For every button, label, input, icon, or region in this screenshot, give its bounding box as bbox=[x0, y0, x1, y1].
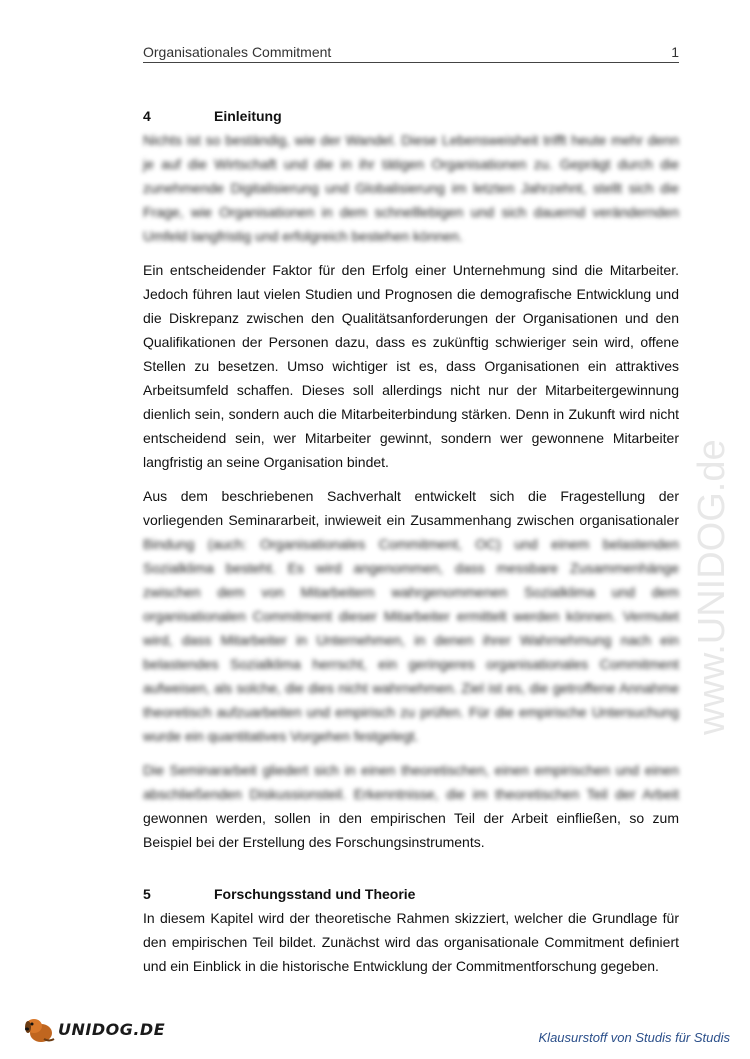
paragraph-intro-3 bbox=[143, 484, 679, 748]
paragraph-intro-4-visible: gewonnen werden, sollen in den empirischen Teil der Arbeit einfließen, so zum Beispiel bei der Erstellung des Forschungsinstruments. bbox=[143, 810, 679, 850]
document-body bbox=[143, 104, 679, 978]
section-heading-5 bbox=[143, 882, 679, 906]
section-title: Forschungsstand und Theorie bbox=[214, 886, 416, 902]
section-number: 5 bbox=[143, 886, 151, 902]
watermark bbox=[690, 280, 734, 740]
paragraph-theory-1: In diesem Kapitel wird der theoretische Rahmen skizziert, welcher die Grundlage für den empirischen Teil bildet. Zunächst wird das organisationale Commitment definiert und ein Einblick in die historische Entwicklung der Commitmentforschung gegeben. bbox=[143, 910, 679, 974]
page-number: 1 bbox=[671, 44, 679, 60]
header-title: Organisationales Commitment bbox=[143, 44, 332, 60]
paragraph-intro-3-blurred: Bindung (auch: Organisationales Commitment, OC) und einem belastenden Sozialklima besteht. Es wird angenommen, dass messbare Zusammenhänge zwischen dem von Mitarbeitern wahrgenommenen Sozialklima und dem organisationalen Commitment dieser Mitarbeiter ermittelt werden können. Vermutet wird, dass Mitarbeiter in Unternehmen, in denen ihrer Wahrnehmung nach ein belastendes Sozialklima herrscht, ein geringeres organisationales Commitment aufweisen, als solche, die dies nicht wahrnehmen. Ziel ist es, die getroffene Annahme theoretisch aufzuarbeiten und empirisch zu prüfen. Für die empirische Untersuchung wurde ein quantitatives Vorgehen festgelegt. bbox=[143, 536, 679, 744]
logo-text: UNIDOG.DE bbox=[58, 1019, 166, 1039]
dog-icon bbox=[22, 1012, 56, 1046]
watermark-text: www.UNIDOG.de bbox=[691, 439, 733, 735]
paragraph-intro-1: Nichts ist so beständig, wie der Wandel. Diese Lebensweisheit trifft heute mehr denn je auf die Wirtschaft und die in ihr tätigen Organisationen zu. Geprägt durch die zunehmende Digitalisierung und Globalisierung im letzten Jahrzehnt, stellt sich die Frage, wie Organisationen in dem schnelllebigen und sich dauernd verändernden Umfeld langfristig und erfolgreich bestehen können. bbox=[143, 132, 679, 244]
footer-slogan: Klausurstoff von Studis für Studis bbox=[538, 1030, 730, 1045]
section-heading-4 bbox=[143, 104, 679, 128]
section-title: Einleitung bbox=[214, 108, 282, 124]
section-number: 4 bbox=[143, 108, 151, 124]
unidog-logo[interactable] bbox=[22, 1012, 165, 1046]
paragraph-intro-2: Ein entscheidender Faktor für den Erfolg einer Unternehmung sind die Mitarbeiter. Jedoch führen laut vielen Studien und Prognosen die demografische Entwicklung und die Diskrepanz zwischen den Qualitätsanforderungen der Organisationen und den Qualifikationen der Personen dazu, dass es zukünftig schwieriger sein wird, offene Stellen zu besetzen. Umso wichtiger ist es, dass Organisationen ein attraktives Arbeitsumfeld schaffen. Dieses soll allerdings nicht nur der Mitarbeitergewinnung dienlich sein, sondern auch die Mitarbeiterbindung stärken. Denn in Zukunft wird nicht entscheidend sein, wer Mitarbeiter gewinnt, sondern wer gewonnene Mitarbeiter langfristig an seine Organisation bindet. bbox=[143, 262, 679, 470]
paragraph-intro-4 bbox=[143, 758, 679, 854]
paragraph-intro-4-blurred: Die Seminararbeit gliedert sich in einen theoretischen, einen empirischen und einen abschließenden Diskussionsteil. Erkenntnisse, die im theoretischen Teil der Arbeit bbox=[143, 762, 679, 802]
page-header bbox=[143, 44, 679, 63]
paragraph-intro-3-visible: Aus dem beschriebenen Sachverhalt entwickelt sich die Fragestellung der vorliegenden Seminararbeit, inwieweit ein Zusammenhang zwischen organisationaler bbox=[143, 488, 679, 528]
